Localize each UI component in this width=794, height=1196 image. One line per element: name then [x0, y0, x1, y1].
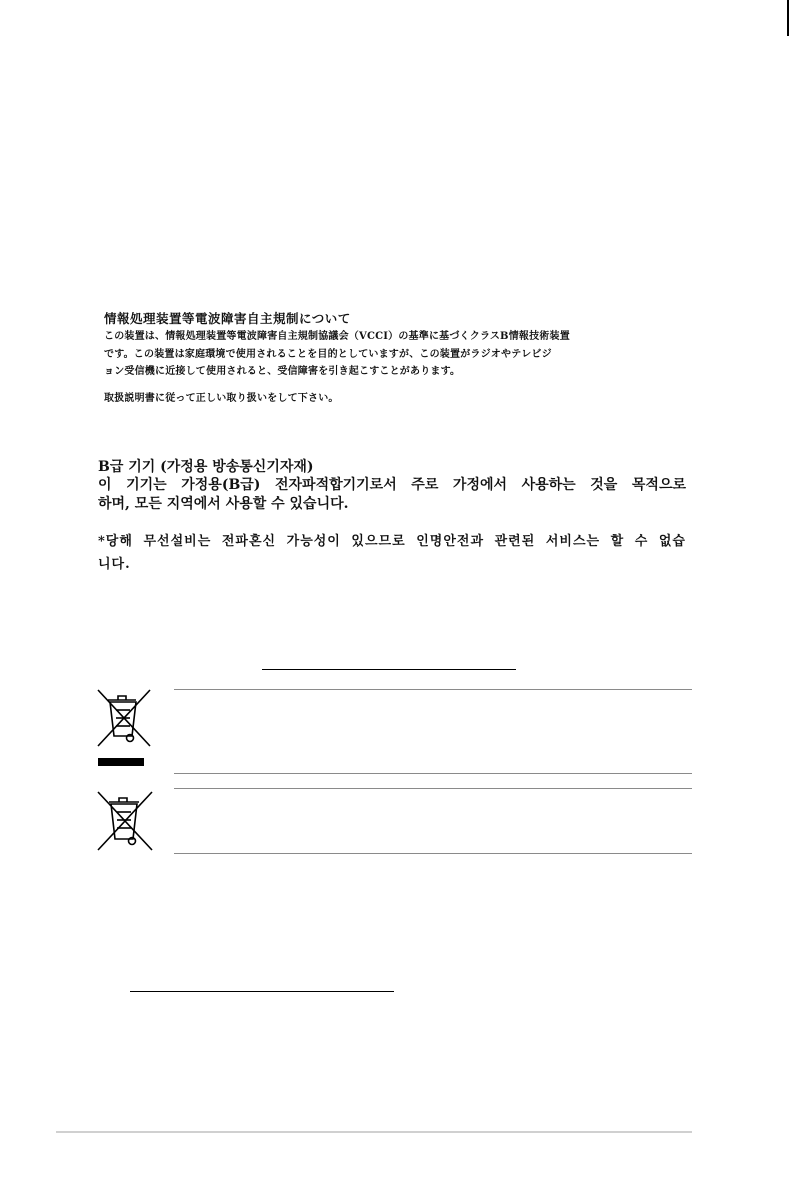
korea-body-line-2: 하며, 모든 지역에서 사용할 수 있습니다.	[98, 496, 349, 512]
crop-mark	[787, 0, 789, 36]
box-bottom-rule	[174, 773, 692, 774]
vcci-line-4: 取扱説明書に従って正しい取り扱いをして下さい。	[104, 393, 339, 404]
korea-body-line-1: 이 기기는 가정용(B급) 전자파적합기기로서 주로 가정에서 사용하는 것을 목적으로	[98, 477, 686, 493]
section-underline-2	[130, 991, 394, 992]
section-underline	[262, 669, 516, 670]
korea-notice-line-2: 니다.	[98, 557, 131, 572]
korea-heading: B급 기기 (가정용 방송통신기자재)	[98, 459, 314, 475]
weee-black-bar	[98, 758, 144, 766]
korea-notice-line-1: *당해 무선설비는 전파혼신 가능성이 있으므로 인명안전과 관련된 서비스는 할 수 없습	[98, 534, 686, 549]
weee-bin-icon-2	[96, 790, 154, 852]
box2-top-rule	[174, 788, 692, 789]
box-top-rule	[174, 689, 692, 690]
weee-bin-icon	[96, 688, 152, 748]
box2-bottom-rule	[174, 853, 692, 854]
vcci-line-1: この装置は、情報処理装置等電波障害自主規制協議会（VCCI）の基準に基づくクラスB情報技術装置	[104, 331, 570, 342]
footer-rule	[56, 1131, 692, 1133]
vcci-line-3: ョン受信機に近接して使用されると、受信障害を引き起こすことがあります。	[104, 366, 461, 377]
vcci-line-2: です。この装置は家庭環境で使用されることを目的としていますが、この装置がラジオやテレビジ	[104, 349, 552, 360]
vcci-title: 情報処理装置等電波障害自主規制について	[104, 311, 351, 326]
